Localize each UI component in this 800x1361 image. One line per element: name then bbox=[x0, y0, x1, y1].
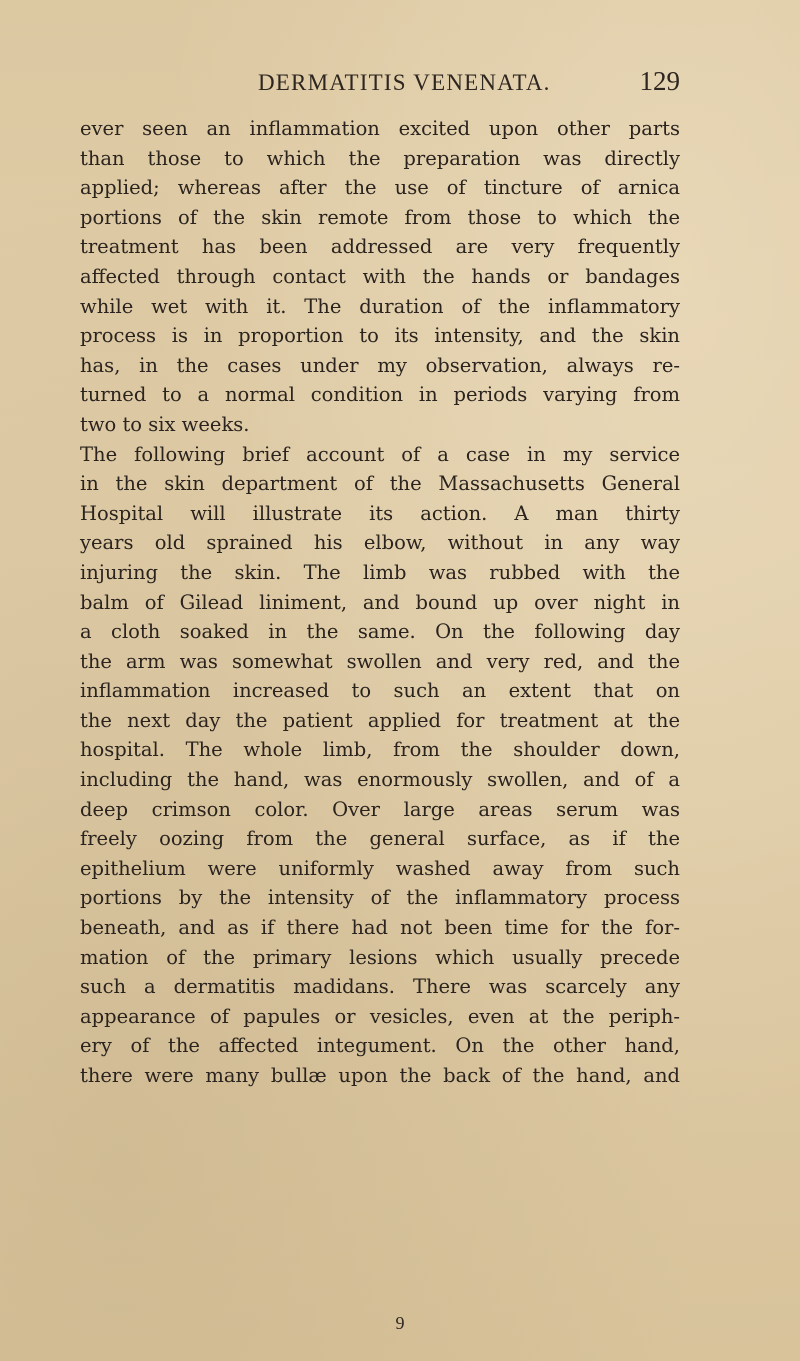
signature-mark: 9 bbox=[395, 1313, 405, 1333]
text-line: beneath, and as if there had not been time for the for- bbox=[80, 916, 680, 940]
text-line: while wet with it. The duration of the inflammatory bbox=[80, 294, 680, 318]
text-line: including the hand, was enormously swollen, and of a bbox=[80, 768, 680, 792]
text-line: process is in proportion to its intensity, and the skin bbox=[80, 324, 680, 348]
text-line: freely oozing from the general surface, as if the bbox=[80, 827, 680, 851]
text-line: than those to which the preparation was directly bbox=[80, 146, 680, 170]
text-line: deep crimson color. Over large areas serum was bbox=[80, 797, 680, 821]
text-line: mation of the primary lesions which usually precede bbox=[80, 945, 680, 969]
text-line: inflammation increased to such an extent that on bbox=[80, 679, 680, 703]
text-line: the arm was somewhat swollen and very red, and the bbox=[80, 649, 680, 673]
paragraph-end-line: two to six weeks. bbox=[80, 412, 250, 436]
paragraph-start-line: The following brief account of a case in my service bbox=[80, 442, 680, 466]
text-line: Hospital will illustrate its action. A man thirty bbox=[80, 501, 680, 525]
text-line: has, in the cases under my observation, always re- bbox=[80, 353, 680, 377]
text-line: applied; whereas after the use of tincture of arnica bbox=[80, 176, 680, 200]
text-line: there were many bullæ upon the back of the hand, and bbox=[80, 1064, 680, 1087]
text-line: portions of the skin remote from those to which the bbox=[80, 205, 680, 229]
text-line: years old sprained his elbow, without in any way bbox=[80, 531, 680, 555]
text-line: balm of Gilead liniment, and bound up over night in bbox=[80, 590, 680, 614]
running-head bbox=[80, 66, 680, 102]
text-line: affected through contact with the hands or bandages bbox=[80, 264, 680, 288]
text-line: such a dermatitis madidans. There was scarcely any bbox=[80, 975, 680, 999]
body-text bbox=[80, 114, 680, 1091]
text-line: appearance of papules or vesicles, even at the periph- bbox=[80, 1004, 680, 1028]
page-number: 129 bbox=[639, 66, 680, 96]
text-line: portions by the intensity of the inflammatory process bbox=[80, 886, 680, 910]
text-line: a cloth soaked in the same. On the following day bbox=[80, 620, 680, 644]
running-head-title: DERMATITIS VENENATA. bbox=[258, 70, 551, 95]
text-line: epithelium were uniformly washed away from such bbox=[80, 856, 680, 880]
text-line: treatment has been addressed are very frequently bbox=[80, 235, 680, 259]
text-line: hospital. The whole limb, from the shoulder down, bbox=[80, 738, 680, 762]
text-line: in the skin department of the Massachusetts General bbox=[80, 472, 680, 496]
text-line: the next day the patient applied for treatment at the bbox=[80, 708, 680, 732]
text-line: ever seen an inflammation excited upon other parts bbox=[80, 117, 680, 140]
text-line: ery of the affected integument. On the other hand, bbox=[80, 1034, 680, 1058]
text-line: injuring the skin. The limb was rubbed with the bbox=[80, 560, 680, 584]
text-line: turned to a normal condition in periods varying from bbox=[80, 383, 680, 407]
